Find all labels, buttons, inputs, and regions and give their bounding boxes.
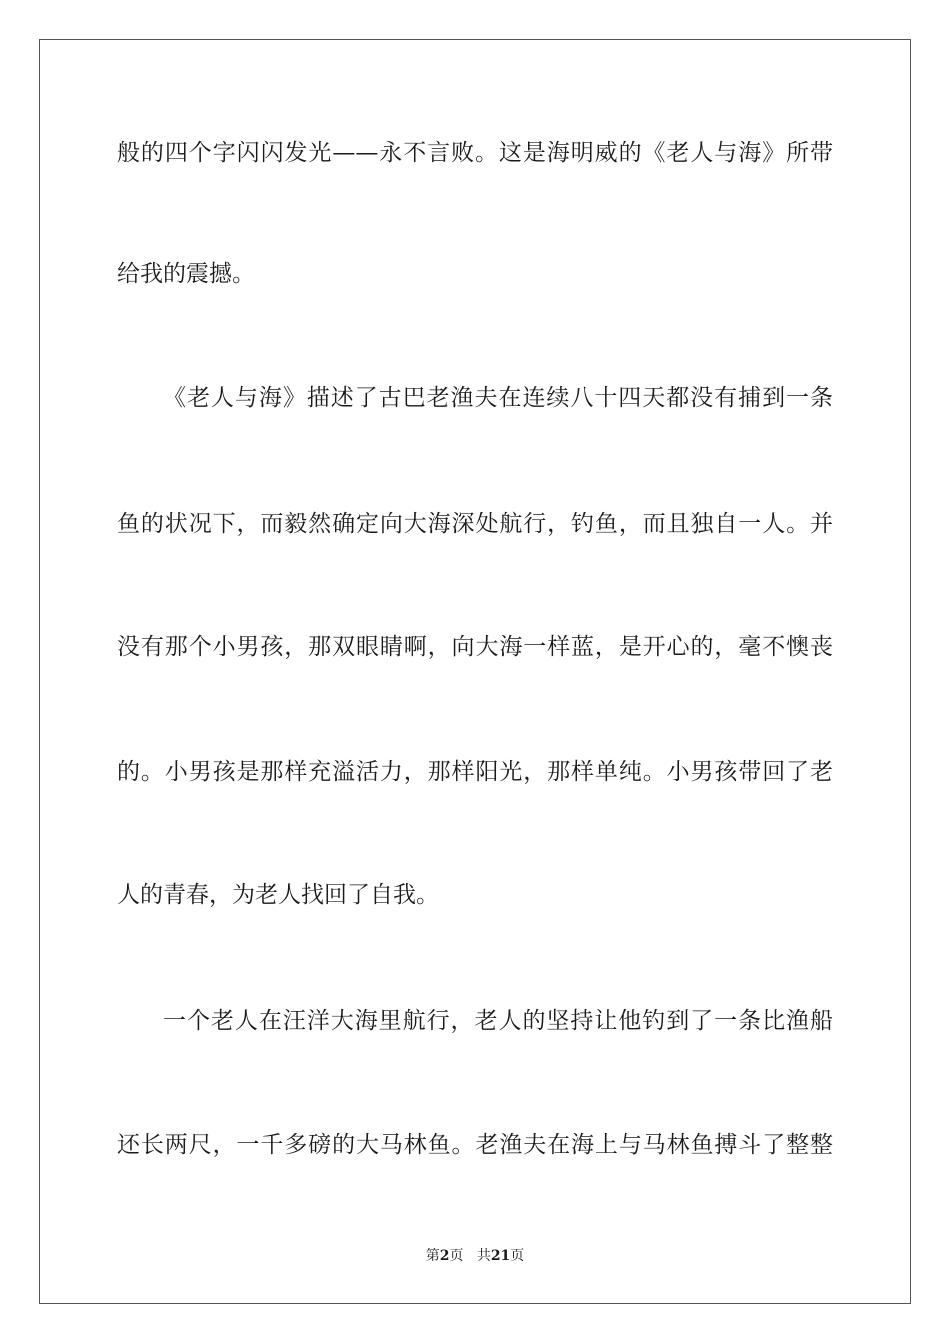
text-line: 给我的震撼。 bbox=[117, 261, 255, 287]
text-line: 鱼的状况下，而毅然确定向大海深处航行，钓鱼，而且独自一人。并 bbox=[117, 511, 833, 537]
paragraph-first-line: 一个老人在汪洋大海里航行，老人的坚持让他钓到了一条比渔船 bbox=[163, 1008, 833, 1034]
paragraph-first-line: 《老人与海》描述了古巴老渔夫在连续八十四天都没有捕到一条 bbox=[163, 385, 833, 411]
page-prefix: 第 bbox=[425, 1248, 440, 1264]
page-border bbox=[39, 39, 911, 1304]
text-line: 没有那个小男孩，那双眼睛啊，向大海一样蓝，是开心的，毫不懊丧 bbox=[117, 634, 833, 660]
page-unit: 页 bbox=[449, 1248, 464, 1264]
text-line: 的。小男孩是那样充溢活力，那样阳光，那样单纯。小男孩带回了老 bbox=[117, 759, 833, 785]
total-unit: 页 bbox=[510, 1248, 525, 1264]
text-line: 人的青春，为老人找回了自我。 bbox=[117, 882, 439, 908]
page-footer bbox=[0, 1246, 950, 1266]
total-pages: 21 bbox=[490, 1248, 511, 1264]
page-number: 2 bbox=[439, 1248, 450, 1264]
text-line: 般的四个字闪闪发光——永不言败。这是海明威的《老人与海》所带 bbox=[117, 140, 833, 166]
text-line: 还长两尺，一千多磅的大马林鱼。老渔夫在海上与马林鱼搏斗了整整 bbox=[117, 1132, 833, 1158]
total-prefix: 共 bbox=[476, 1248, 491, 1264]
